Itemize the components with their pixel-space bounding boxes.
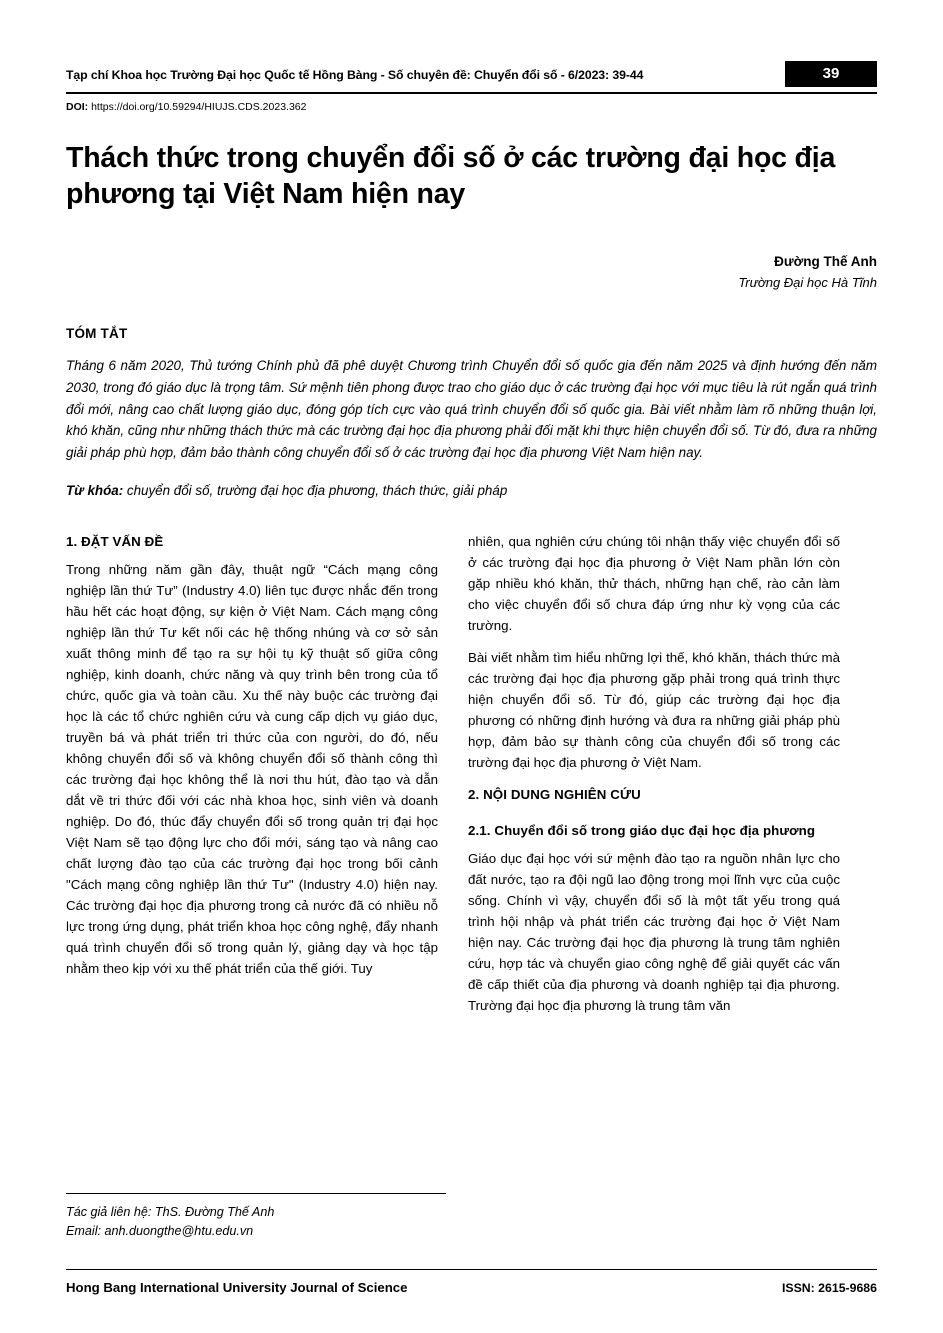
keywords-value: chuyển đổi số, trường đại học địa phương, thách thức, giải pháp: [123, 482, 508, 498]
keywords-label: Từ khóa:: [66, 482, 124, 498]
section-1-paragraph-1-continued: nhiên, qua nghiên cứu chúng tôi nhận thấy việc chuyển đổi số ở các trường đại học địa phương ở Việt Nam phần lớn còn gặp nhiều khó khăn, thử thách, những hạn chế, rào cản làm cho việc chuyển đổi số chưa đáp ứng như kỳ vọng của các trường.: [468, 534, 840, 634]
section-1-paragraph-1: Trong những năm gần đây, thuật ngữ “Cách mạng công nghiệp lần thứ Tư” (Industry 4.0) liên tục được nhắc đến trong hầu hết các hoạt động, sự kiện ở Việt Nam. Cách mạng công nghiệp lần thứ Tư kết nối các hệ thống nhúng và cơ sở sản xuất thông minh để tạo ra sự hội tụ kỹ thuật số giữa công nghiệp, kinh doanh, chức năng và quy trình bên trong của tổ chức, quốc gia và toàn cầu. Xu thế này buộc các trường đại học là các tổ chức nghiên cứu và cung cấp dịch vụ giáo dục, truyền bá và phát triển tri thức của con người, do đó, nếu không chuyển đổi số và không chuyển đổi số thành công thì các trường đại học không thể là nơi thu hút, đào tạo và dẫn dắt về tri thức đối với các nhà khoa học, sinh viên và doanh nghiệp. Do đó, thúc đẩy chuyển đổi số trong quản trị đại học Việt Nam sẽ tạo động lực cho đổi mới, sáng tạo và nâng cao chất lượng đào tạo của các trường đại học trong bối cảnh "Cách mạng công nghiệp lần thứ Tư" (Industry 4.0) hiện nay. Các trường đại học địa phương trong cả nước đã có nhiều nỗ lực trong ứng dụng, phát triển khoa học công nghệ, đẩy nhanh quá trình chuyển đổi số trong quản lý, giảng dạy và học tập nhằm theo kịp với xu thế phát triển của thế giới. Tuy: [66, 562, 438, 977]
section-2-1-paragraph-1: Giáo dục đại học với sứ mệnh đào tạo ra nguồn nhân lực cho đất nước, tạo ra đội ngũ lao động trong mọi lĩnh vực của cuộc sống. Chính vì vậy, chuyển đổi số là một tất yếu trong quá trình hội nhập và phát triển các trường đại học ở Việt Nam hiện nay. Các trường đại học địa phương là trung tâm nghiên cứu, hợp tác và chuyển giao công nghệ để giải quyết các vấn đề cấp thiết của địa phương và doanh nghiệp tại địa phương. Trường đại học địa phương là trung tâm văn: [468, 851, 840, 1014]
corresponding-author-email: Email: anh.duongthe@htu.edu.vn: [66, 1224, 254, 1239]
section-1-paragraph-2: Bài viết nhằm tìm hiểu những lợi thế, khó khăn, thách thức mà các trường đại học địa phương gặp phải trong quá trình thực hiện chuyển đổi số. Từ đó, giúp các trường đại học địa phương có những định hướng và đưa ra những giải pháp phù hợp, đảm bảo sự thành công của chuyển đổi số trong các trường đại học địa phương ở Việt Nam.: [468, 650, 840, 771]
page-footer: [66, 1269, 877, 1295]
journal-masthead-text: Tạp chí Khoa học Trường Đại học Quốc tế Hồng Bàng - Số chuyên đề: Chuyển đổi số - 6/2023: 39-44: [66, 68, 644, 82]
section-2-heading: 2. NỘI DUNG NGHIÊN CỨU: [468, 787, 641, 803]
doi-line: [66, 101, 877, 115]
column-left: [66, 531, 438, 1089]
corresponding-author-note: [66, 1193, 446, 1241]
section-1-heading: 1. ĐẶT VẤN ĐỀ: [66, 534, 164, 550]
author-affiliation: Trường Đại học Hà Tĩnh: [738, 274, 877, 290]
page-title: Thách thức trong chuyển đổi số ở các trường đại học địa phương tại Việt Nam hiện nay: [66, 141, 836, 210]
abstract-heading: TÓM TẮT: [66, 326, 128, 342]
keywords-line: [66, 480, 877, 501]
body-columns: [66, 531, 877, 1089]
page-number-badge: 39: [785, 61, 877, 87]
abstract-body: Tháng 6 năm 2020, Thủ tướng Chính phủ đã phê duyệt Chương trình Chuyển đổi số quốc gia đến năm 2025 và định hướng đến năm 2030, trong đó giáo dục là trọng tâm. Sứ mệnh tiên phong được trao cho giáo dục ở các trường đại học với mục tiêu là rút ngắn quá trình đổi mới, nâng cao chất lượng giáo dục, đóng góp tích cực vào quá trình chuyển đổi số quốc gia. Bài viết nhằm làm rõ những thuận lợi, khó khăn, cũng như những thách thức mà các trường đại học địa phương phải đối mặt khi thực hiện chuyển đổi số. Từ đó, đưa ra những giải pháp phù hợp, đảm bảo thành công chuyển đổi số ở các trường đại học địa phương Việt Nam hiện nay.: [66, 358, 877, 461]
author-block: [66, 252, 877, 292]
author-name: Đường Thế Anh: [774, 254, 877, 270]
masthead: [66, 62, 877, 94]
column-right: [468, 531, 840, 1089]
corresponding-author-line: Tác giả liên hệ: ThS. Đường Thế Anh: [66, 1205, 275, 1220]
section-2-1-heading: 2.1. Chuyển đổi số trong giáo dục đại học địa phương: [468, 823, 816, 839]
doi-link[interactable]: https://doi.org/10.59294/HIUJS.CDS.2023.362: [91, 101, 307, 113]
footer-issn: ISSN: 2615-9686: [781, 1281, 877, 1295]
doi-label: DOI:: [66, 101, 89, 113]
footer-journal-name: Hong Bang International University Journal of Science: [66, 1280, 408, 1295]
